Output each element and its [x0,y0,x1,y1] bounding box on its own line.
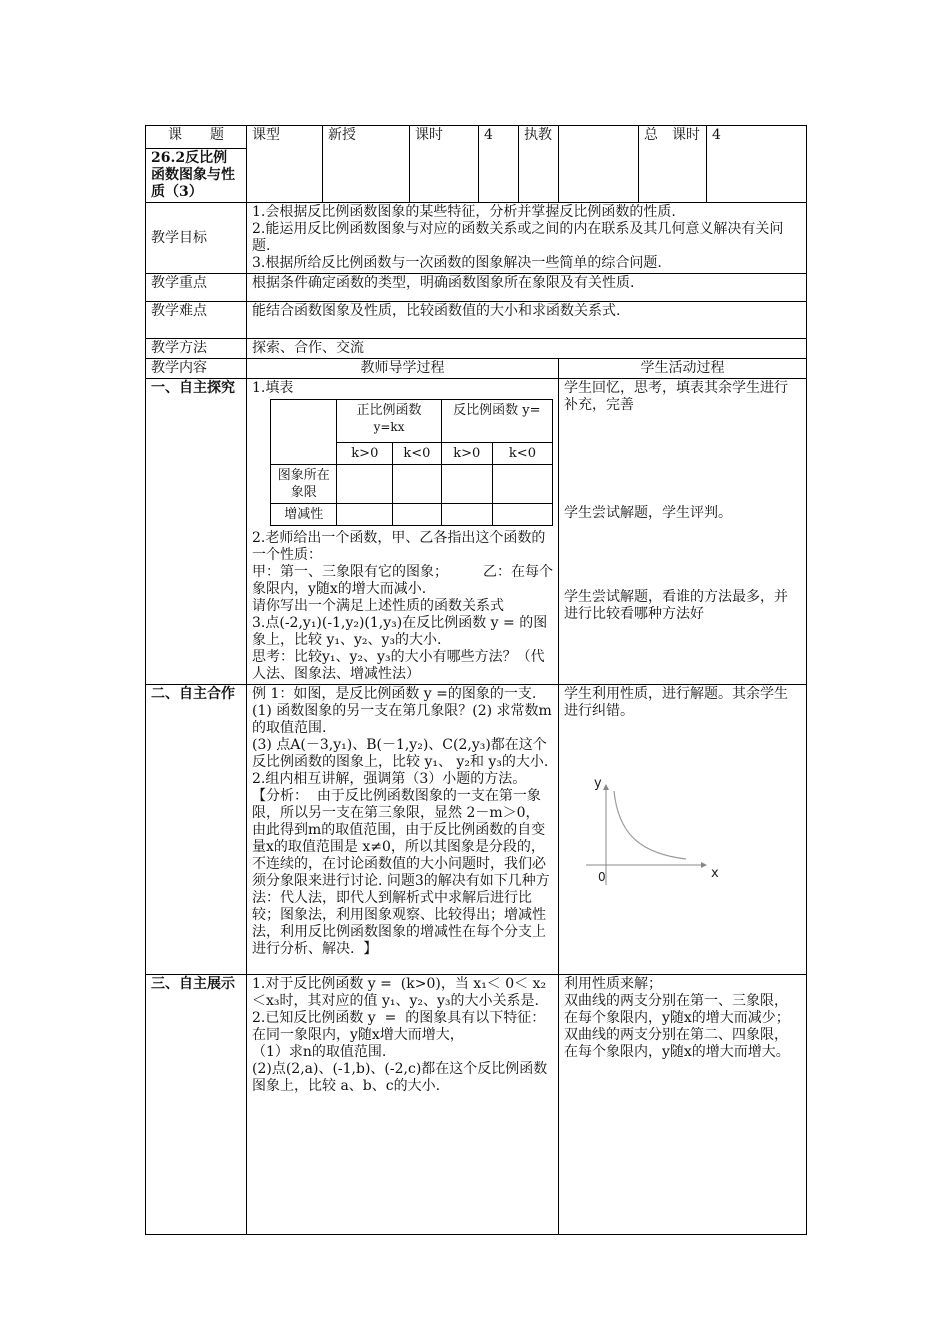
section1-line: 甲：第一、三象限有它的图象； 乙：在每个象限内，y随x的增大而减小. [252,564,553,597]
teacher-label: 执教 [519,126,559,203]
student-note: 学生尝试解题，学生评判。 [564,505,732,521]
k-positive-cell: k>0 [337,443,393,465]
section3-title: 三、自主展示 [146,975,247,1235]
student-note: 利用性质来解； [564,976,662,992]
section2-line: 例 1：如图，是反比例函数 y =的图象的一支. [252,686,537,702]
key-point-text: 根据条件确定函数的类型，明确函数图象所在象限及有关性质. [247,274,807,302]
hours-label: 课时 [410,126,479,203]
direct-function-label: 正比例函数 [356,403,422,418]
student-note: 双曲线的两支分别在第一、三象限，在每个象限内，y随x的增大而减少； [564,993,790,1026]
student-note: 学生利用性质，进行解题。其余学生进行纠错。 [564,686,788,719]
key-point-label: 教学重点 [146,274,247,302]
section2-student [559,685,807,975]
direct-function-header [337,400,441,443]
method-text: 探索、合作、交流 [247,339,807,359]
student-note: 学生回忆，思考，填表其余学生进行补充，完善 [564,380,788,413]
goal-line: 2.能运用反比例函数图象与对应的函数关系或之间的内在联系及其几何意义解决有关问题. [252,221,784,254]
blank-cell[interactable] [337,465,393,504]
section1-line: 思考：比较y₁、y₂、y₃的大小有哪些方法？（代人法、图象法、增减性法） [252,649,545,682]
section2-title: 二、自主合作 [146,685,247,975]
section2-line: (3) 点A(－3,y₁)、B(－1,y₂)、C(2,y₃)都在这个反比例函数的图象上，比较 y₁、 y₂和 y₃的大小. [252,737,549,770]
blank-cell[interactable] [393,465,441,504]
section3-line: (2)点(2,a)、(-1,b)、(-2,c)都在这个反比例函数图象上，比较 a、b、c的大小. [252,1061,548,1094]
student-column-header: 学生活动过程 [559,359,807,379]
method-label: 教学方法 [146,339,247,359]
blank-cell[interactable] [492,504,552,526]
section1-title: 一、自主探究 [146,379,247,685]
monotonic-row-label: 增减性 [271,504,337,526]
hyperbola-graph [576,775,726,895]
origin-label: 0 [598,870,606,884]
k-negative-cell: k<0 [393,443,441,465]
total-label: 总 课时 [639,126,707,203]
goal-line: 1.会根据反比例函数图象的某些特征，分析并掌握反比例函数的性质. [252,204,676,220]
x-axis-arrow-icon [701,862,707,868]
hours-value: 4 [479,126,519,203]
student-note: 学生尝试解题，看谁的方法最多，并进行比较看哪种方法好 [564,589,788,622]
topic-label: 课 题 [146,126,247,149]
goals-content [247,203,807,274]
blank-cell[interactable] [337,504,393,526]
hyperbola-branch [614,791,686,859]
section2-line: (1) 函数图象的另一支在第几象限？(2) 求常数m的取值范围. [252,703,552,736]
difficulty-text: 能结合函数图象及性质，比较函数值的大小和求函数关系式. [247,302,807,339]
section2-line: 【分析： 由于反比例函数图象的一支在第一象限，所以另一支在第三象限，显然 2－m＞0，由此得到m的取值范围，由于反比例函数的自变量x的取值范围是 x≠0，所以其图象是分段的，不连续的，在讨论函数值的大小问题时，我们必须分象限来进行讨论. 问题3的解决有如下几种方法：代人法，即代人到解析式中求解后进行比较；图象法，利用图象观察、比较得出；增减性法，利用反比例函数图象的增减性在每个分支上进行分析、解决. 】 [252,788,550,957]
y-axis-label: y [594,776,602,791]
goal-line: 3.根据所给反比例函数与一次函数的图象解决一些简单的综合问题. [252,255,662,271]
property-table [270,399,553,526]
topic-value: 26.2反比例函数图象与性质（3） [146,149,247,203]
section3-line: 1.对于反比例函数 y = (k>0)，当 x₁＜ 0＜ x₂＜x₃时，其对应的值 y₁、y₂、y₃的大小关系是. [252,976,547,1009]
section3-student [559,975,807,1235]
difficulty-label: 教学难点 [146,302,247,339]
inverse-function-header: 反比例函数 y= [441,400,552,443]
direct-function-formula: y=kx [373,420,405,434]
lesson-plan-table [145,125,807,1235]
lesson-plan [145,125,806,1235]
content-column-header: 教学内容 [146,359,247,379]
property-table-corner [271,400,337,465]
type-label: 课型 [247,126,323,203]
section1-line: 2.老师给出一个函数，甲、乙各指出这个函数的一个性质： [252,530,546,563]
section3-teacher [247,975,559,1235]
blank-cell[interactable] [441,465,492,504]
section3-line: 2.已知反比例函数 y = 的图象具有以下特征：在同一象限内，y随x增大而增大， [252,1010,546,1043]
quadrant-row-label: 图象所在象限 [271,465,337,504]
blank-cell[interactable] [492,465,552,504]
fill-label: 1.填表 [252,380,294,396]
teacher-value [559,126,639,203]
k-positive-cell: k>0 [441,443,492,465]
total-value: 4 [707,126,807,203]
x-axis-label: x [711,866,719,881]
k-negative-cell: k<0 [492,443,552,465]
blank-cell[interactable] [393,504,441,526]
section2-teacher [247,685,559,975]
y-axis-arrow-icon [603,784,609,790]
section2-line: 2.组内相互讲解，强调第（3）小题的方法。 [252,771,527,787]
student-note: 双曲线的两支分别在第二、四象限，在每个象限内，y随x的增大而增大。 [564,1027,790,1060]
goals-label: 教学目标 [146,203,247,274]
section1-line: 请你写出一个满足上述性质的函数关系式 [252,598,504,614]
section1-line: 3.点(-2,y₁)(-1,y₂)(1,y₃)在反比例函数 y = 的图象上，比较 y₁、y₂、y₃的大小. [252,615,548,648]
blank-cell[interactable] [441,504,492,526]
type-value: 新授 [323,126,410,203]
section1-student [559,379,807,685]
section3-line: （1）求n的取值范围. [252,1044,387,1060]
teacher-column-header: 教师导学过程 [247,359,559,379]
section1-teacher [247,379,559,685]
